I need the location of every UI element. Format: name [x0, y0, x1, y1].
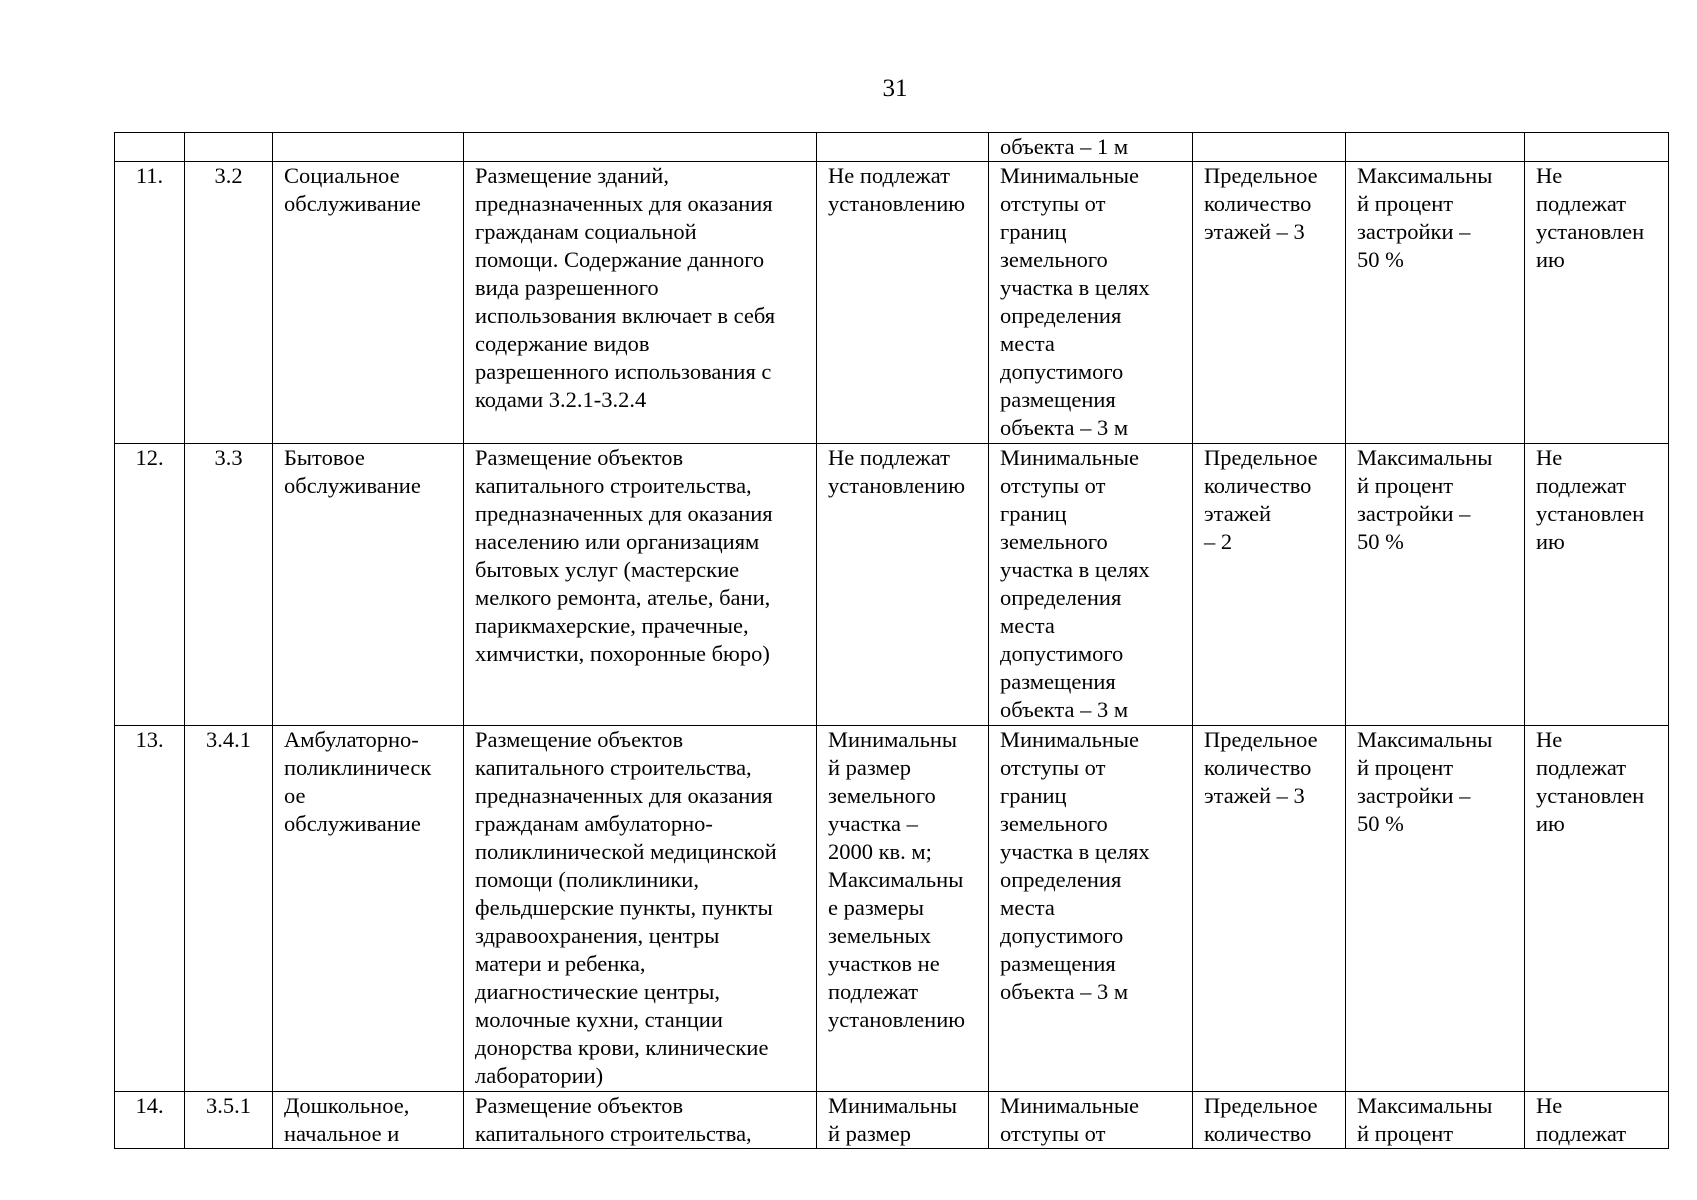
cell-indents: Минимальные отступы от границ земельного участка в целях определения места допустимого размещения объекта – 3 м [989, 444, 1193, 726]
cell-plot-size [817, 133, 989, 162]
table-row-continuation [115, 133, 1669, 162]
cell-description: Размещение объектов капитального строительства, [464, 1092, 817, 1149]
cell-code: 3.5.1 [185, 1092, 273, 1149]
cell-indents: Минимальные отступы от границ земельного участка в целях определения места допустимого размещения объекта – 3 м [989, 726, 1193, 1092]
cell-name: Дошкольное, начальное и [273, 1092, 464, 1149]
cell-code [185, 133, 273, 162]
cell-num: 11. [115, 162, 185, 444]
cell-code: 3.3 [185, 444, 273, 726]
cell-other [1525, 133, 1669, 162]
cell-description: Размещение объектов капитального строительства, предназначенных для оказания населению или организациям бытовых услуг (мастерские мелкого ремонта, ателье, бани, парикмахерские, прачечные, химчистки, похоронные бюро) [464, 444, 817, 726]
cell-coverage: Максимальны й процент застройки – 50 % [1346, 162, 1525, 444]
cell-other: Не подлежат установлен ию [1525, 162, 1669, 444]
cell-description [464, 133, 817, 162]
cell-plot-size: Минимальны й размер земельного участка – 2000 кв. м; Максимальны е размеры земельных участков не подлежат установлению [817, 726, 989, 1092]
cell-other: Не подлежат установлен ию [1525, 726, 1669, 1092]
cell-floors: Предельное количество этажей – 3 [1193, 162, 1346, 444]
cell-other: Не подлежат установлен ию [1525, 444, 1669, 726]
table-row [115, 1092, 1669, 1149]
cell-coverage [1346, 133, 1525, 162]
cell-name [273, 133, 464, 162]
zoning-regulations-table [114, 132, 1669, 1149]
cell-coverage: Максимальны й процент застройки – 50 % [1346, 444, 1525, 726]
cell-code: 3.2 [185, 162, 273, 444]
cell-floors [1193, 133, 1346, 162]
table-row [115, 726, 1669, 1092]
table-row [115, 162, 1669, 444]
cell-plot-size: Не подлежат установлению [817, 444, 989, 726]
cell-floors: Предельное количество этажей – 2 [1193, 444, 1346, 726]
cell-num: 12. [115, 444, 185, 726]
cell-coverage: Максимальны й процент [1346, 1092, 1525, 1149]
page-number: 31 [882, 75, 908, 102]
cell-num: 14. [115, 1092, 185, 1149]
cell-description: Размещение объектов капитального строительства, предназначенных для оказания гражданам амбулаторно- поликлинической медицинской помощи (поликлиники, фельдшерские пункты, пункты здравоохранения, центры матери и ребенка, диагностические центры, молочные кухни, станции донорства крови, клинические лаборатории) [464, 726, 817, 1092]
cell-name: Бытовое обслуживание [273, 444, 464, 726]
table-row [115, 444, 1669, 726]
cell-num: 13. [115, 726, 185, 1092]
cell-description: Размещение зданий, предназначенных для оказания гражданам социальной помощи. Содержание данного вида разрешенного использования включает в себя содержание видов разрешенного использования с кодами 3.2.1-3.2.4 [464, 162, 817, 444]
cell-other: Не подлежат [1525, 1092, 1669, 1149]
cell-name: Амбулаторно- поликлиническ ое обслуживание [273, 726, 464, 1092]
cell-num [115, 133, 185, 162]
cell-coverage: Максимальны й процент застройки – 50 % [1346, 726, 1525, 1092]
cell-indents: объекта – 1 м [989, 133, 1193, 162]
cell-floors: Предельное количество [1193, 1092, 1346, 1149]
cell-name: Социальное обслуживание [273, 162, 464, 444]
cell-floors: Предельное количество этажей – 3 [1193, 726, 1346, 1092]
cell-plot-size: Не подлежат установлению [817, 162, 989, 444]
cell-plot-size: Минимальны й размер [817, 1092, 989, 1149]
cell-indents: Минимальные отступы от границ земельного участка в целях определения места допустимого размещения объекта – 3 м [989, 162, 1193, 444]
cell-indents: Минимальные отступы от [989, 1092, 1193, 1149]
cell-code: 3.4.1 [185, 726, 273, 1092]
